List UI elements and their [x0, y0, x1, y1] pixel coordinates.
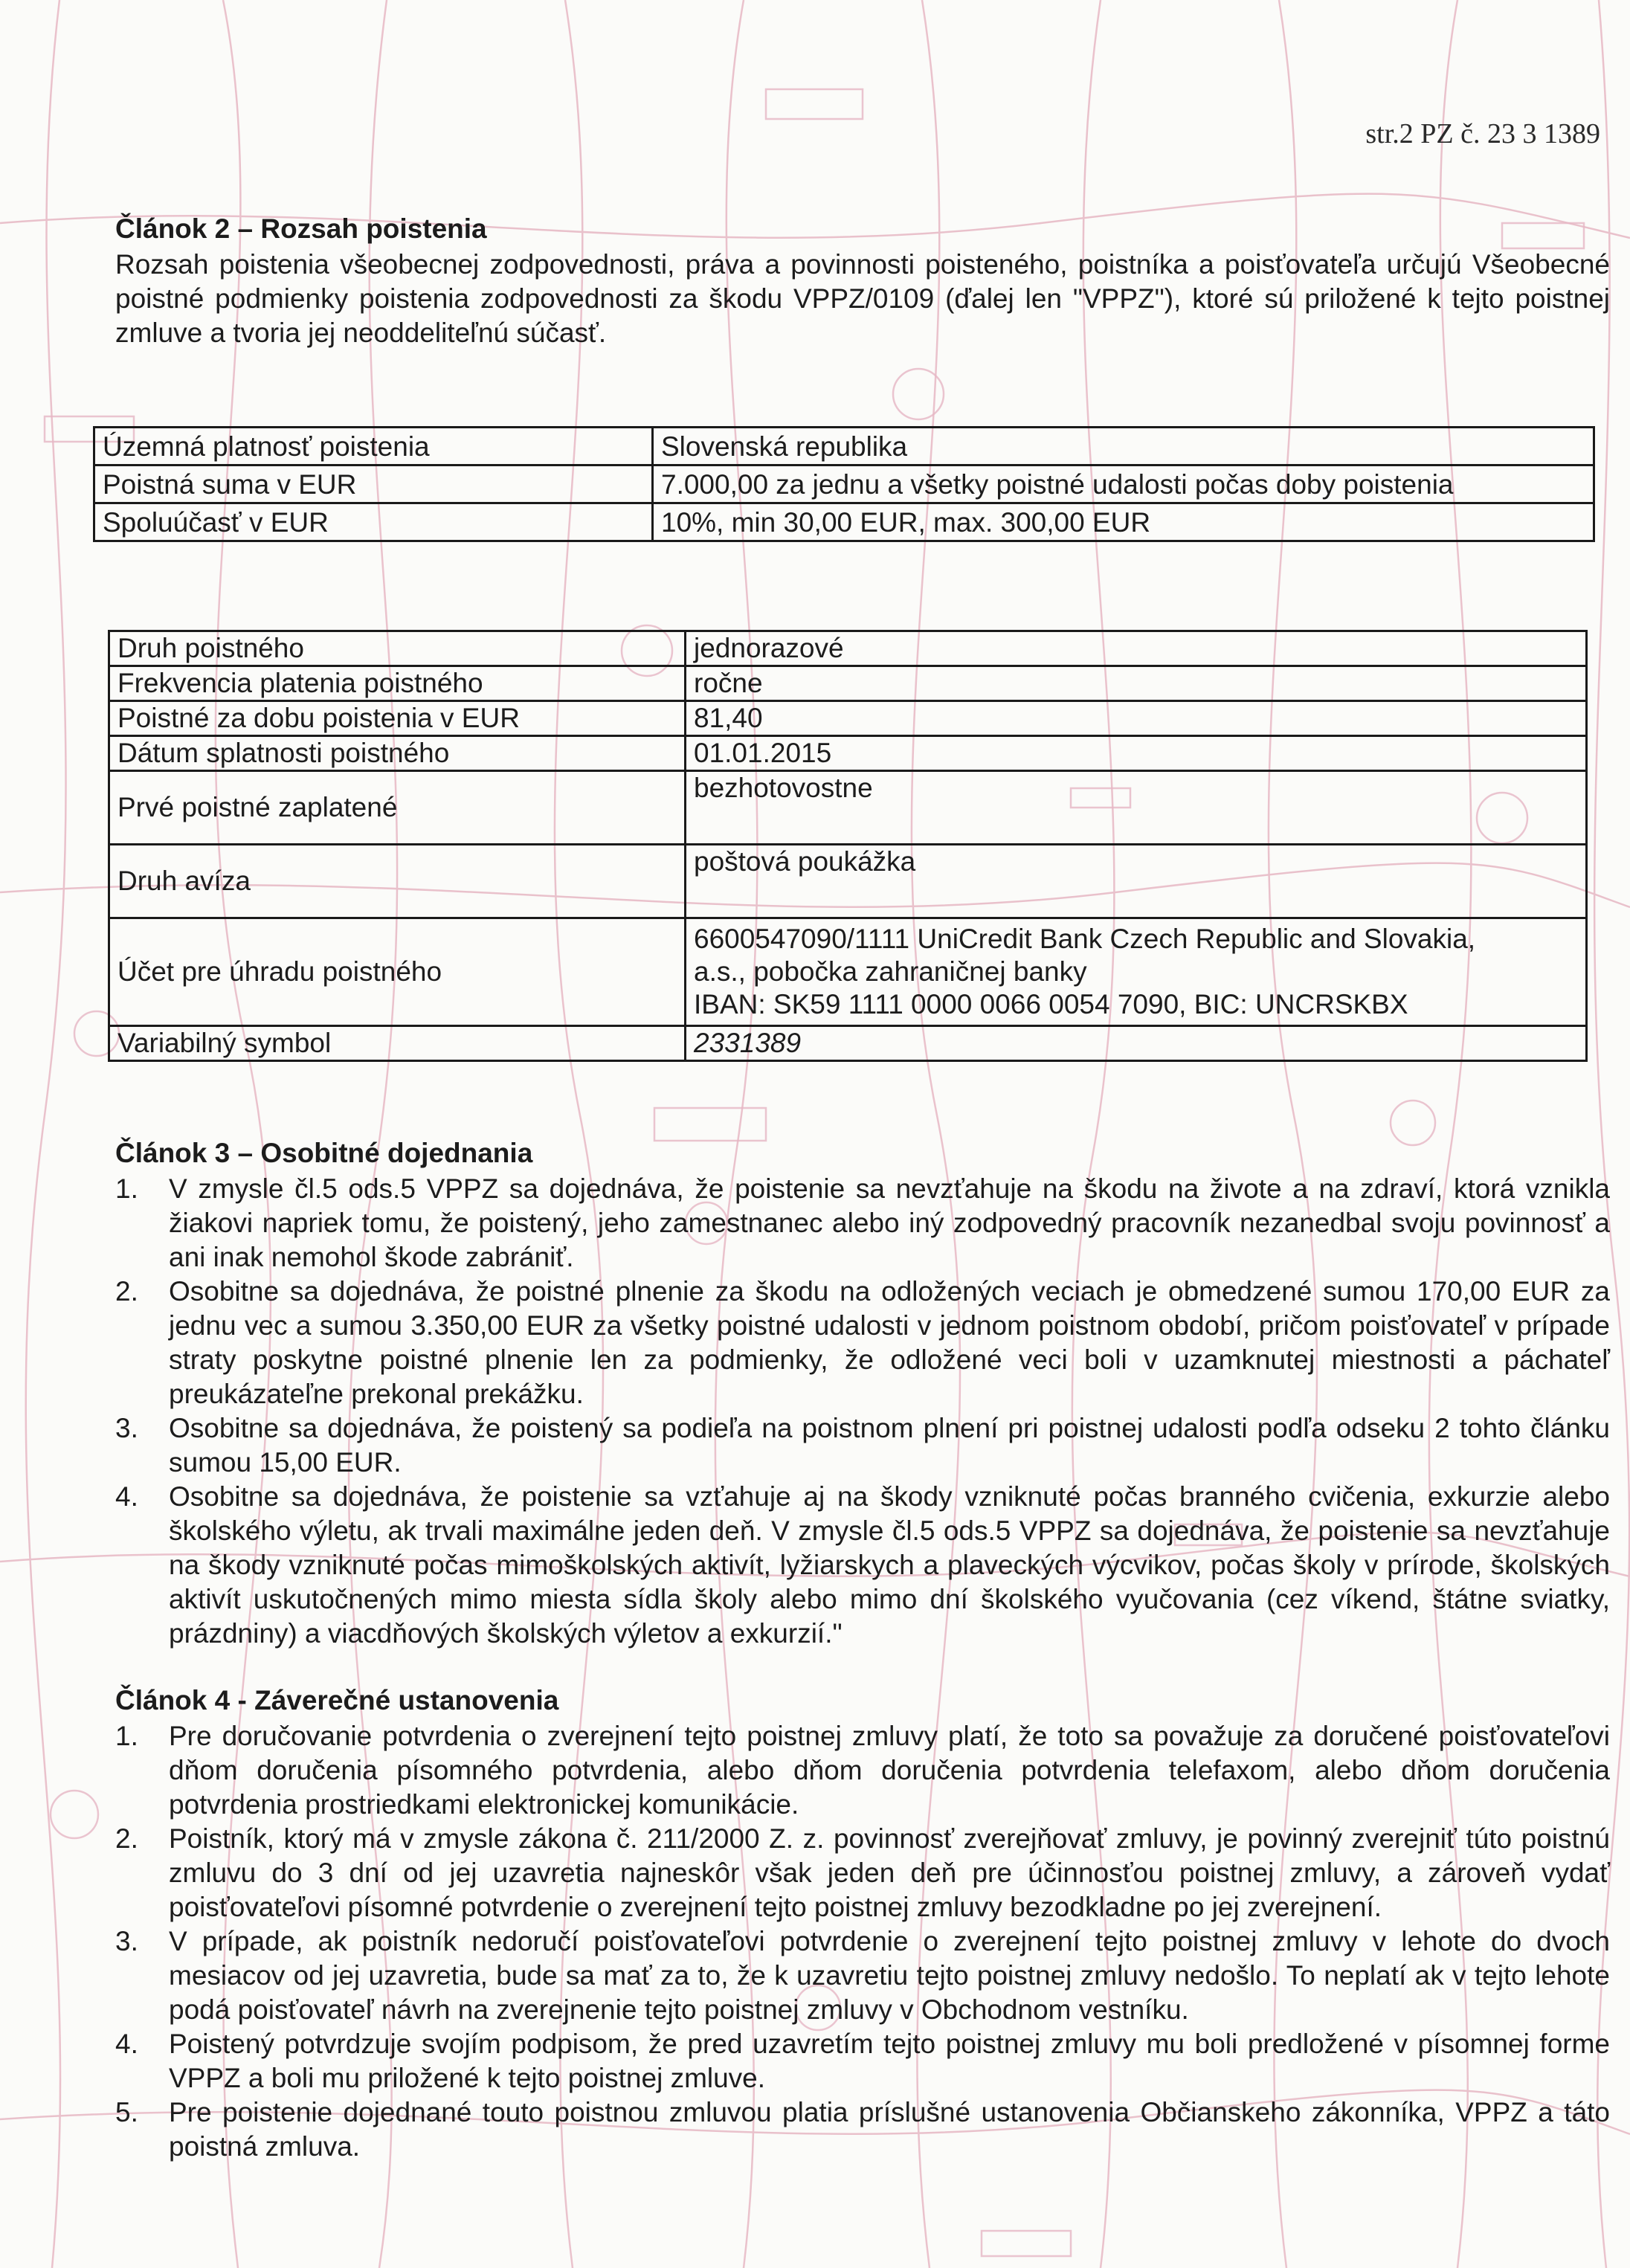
table-cell-value: 10%, min 30,00 EUR, max. 300,00 EUR: [653, 503, 1594, 541]
list-item-text: Pre doručovanie potvrdenia o zverejnení tejto poistnej zmluvy platí, že toto sa považuje za doručené poisťovateľovi dňom doručenia písomného potvrdenia, alebo dňom doručenia potvrdenia telefaxom, alebo dňom doručenia potvrdenia prostriedkami elektronickej komunikácie.: [169, 1721, 1610, 1820]
article-4-list: [115, 1719, 1610, 2164]
table-row: [94, 428, 1594, 465]
list-item-number: 1.: [115, 1173, 138, 1204]
article-3-list: [115, 1172, 1610, 1651]
table-cell-value: [686, 918, 1587, 1026]
table-cell-value: 81,40: [686, 701, 1587, 736]
table-row: [109, 701, 1587, 736]
article-2-text: Rozsah poistenia všeobecnej zodpovednosti, práva a povinnosti poisteného, poistníka a poisťovateľa určujú Všeobecné poistné podmienky poistenia zodpovednosti za škodu VPPZ/0109 (ďalej len "VPPZ"), ktoré sú priložené k tejto poistnej zmluve a tvoria jej neoddeliteľnú súčasť.: [115, 249, 1610, 348]
table-row: [109, 1026, 1587, 1061]
article-2: [115, 212, 1610, 350]
table-row: [94, 503, 1594, 541]
list-item: [115, 1275, 1610, 1411]
table-cell-label: Frekvencia platenia poistného: [109, 666, 686, 701]
list-item-number: 2.: [115, 1276, 138, 1307]
list-item-text: Osobitne sa dojednáva, že poistený sa podieľa na poistnom plnení pri poistnej udalosti podľa odseku 2 tohto článku sumou 15,00 EUR.: [169, 1413, 1610, 1478]
article-2-title: Článok 2 – Rozsah poistenia: [115, 213, 487, 244]
article-3-title: Článok 3 – Osobitné dojednania: [115, 1138, 533, 1168]
table-cell-label: Účet pre úhradu poistného: [109, 918, 686, 1026]
table-row: [109, 918, 1587, 1026]
table-row: [109, 666, 1587, 701]
article-3: [115, 1136, 1610, 1651]
table-cell-value: bezhotovostne: [686, 771, 1587, 845]
iban-line: IBAN: SK59 1111 0000 0066 0054 7090, BIC: UNCRSKBX: [694, 989, 1408, 1019]
list-item-number: 3.: [115, 1926, 138, 1956]
page-number: str.2 PZ č. 23 3 1389: [1365, 118, 1600, 149]
table-row: [94, 465, 1594, 503]
list-item: [115, 1822, 1610, 1924]
list-item: [115, 1924, 1610, 2027]
list-item-number: 2.: [115, 1823, 138, 1854]
account-line: a.s., pobočka zahraničnej banky: [694, 956, 1087, 987]
list-item-number: 4.: [115, 1481, 138, 1512]
list-item-text: V zmysle čl.5 ods.5 VPPZ sa dojednáva, že poistenie sa nevzťahuje na škodu na živote a na zdraví, ktorá vznikla žiakovi napriek tomu, že poistený, jeho zamestnanec alebo iný zodpovedný pracovník nezanedbal svoju povinnosť a ani inak nemohol škode zabrániť.: [169, 1173, 1610, 1272]
table-cell-label: Poistné za dobu poistenia v EUR: [109, 701, 686, 736]
table-row: [109, 771, 1587, 845]
list-item-number: 4.: [115, 2029, 138, 2059]
table-cell-value: Slovenská republika: [653, 428, 1594, 465]
table-row: [109, 736, 1587, 771]
list-item-text: Poistník, ktorý má v zmysle zákona č. 211/2000 Z. z. povinnosť zverejňovať zmluvy, je povinný zverejniť túto poistnú zmluvu do 3 dní od jej uzavretia najneskôr však jeden deň pre účinnosťou poistnej zmluvy, a zároveň vydať poisťovateľovi písomné potvrdenie o zverejnení tejto poistnej zmluvy bezodkladne po jej zverejnení.: [169, 1823, 1610, 1922]
table-cell-value: 2331389: [686, 1026, 1587, 1061]
list-item: [115, 1172, 1610, 1275]
table-cell-label: Územná platnosť poistenia: [94, 428, 653, 465]
table-cell-label: Spoluúčasť v EUR: [94, 503, 653, 541]
list-item-number: 1.: [115, 1721, 138, 1751]
table-row: [109, 845, 1587, 918]
list-item-text: Pre poistenie dojednané touto poistnou zmluvou platia príslušné ustanovenia Občianskeho zákonníka, VPPZ a táto poistná zmluva.: [169, 2097, 1610, 2162]
table-cell-value: poštová poukážka: [686, 845, 1587, 918]
list-item: [115, 2095, 1610, 2164]
table-cell-label: Variabilný symbol: [109, 1026, 686, 1061]
table-cell-value: 7.000,00 za jednu a všetky poistné udalosti počas doby poistenia: [653, 465, 1594, 503]
list-item-text: Poistený potvrdzuje svojím podpisom, že pred uzavretím tejto poistnej zmluvy mu boli predložené v písomnej forme VPPZ a boli mu priložené k tejto poistnej zmluve.: [169, 2029, 1610, 2093]
list-item-text: Osobitne sa dojednáva, že poistné plnenie za škodu na odložených veciach je obmedzené sumou 170,00 EUR za jednu vec a sumou 3.350,00 EUR za všetky poistné udalosti v jednom poistnom období, pričom poisťovateľ v prípade straty poskytne poistné plnenie len za podmienky, že odložené veci boli v uzamknutej miestnosti a páchateľ preukázateľne prekonal prekážku.: [169, 1276, 1610, 1409]
table-cell-value: jednorazové: [686, 631, 1587, 666]
table-cell-label: Druh poistného: [109, 631, 686, 666]
article-4-title: Článok 4 - Záverečné ustanovenia: [115, 1685, 559, 1716]
premium-table: [108, 630, 1588, 1062]
coverage-table: [93, 426, 1595, 542]
list-item: [115, 1480, 1610, 1651]
table-cell-label: Prvé poistné zaplatené: [109, 771, 686, 845]
list-item: [115, 1411, 1610, 1480]
list-item-number: 5.: [115, 2097, 138, 2127]
list-item-number: 3.: [115, 1413, 138, 1443]
list-item: [115, 2027, 1610, 2095]
document-body: [103, 212, 1610, 2164]
table-cell-label: Poistná suma v EUR: [94, 465, 653, 503]
table-cell-value: ročne: [686, 666, 1587, 701]
list-item-text: Osobitne sa dojednáva, že poistenie sa vzťahuje aj na škody vzniknuté počas branného cvičenia, exkurzie alebo školského výletu, ak trvali maximálne jeden deň. V zmysle čl.5 ods.5 VPPZ sa dojednáva, že poistenie sa nevzťahuje na škody vzniknuté počas mimoškolských aktivít, lyžiarskych a plaveckých výcvikov, počas školy v prírode, školských aktivít uskutočnených mimo miesta sídla školy alebo mimo dní školského vyučovania (cez víkend, štátne sviatky, prázdniny) a viacdňových školských výletov a exkurzií.": [169, 1481, 1610, 1649]
table-row: [109, 631, 1587, 666]
table-cell-label: Dátum splatnosti poistného: [109, 736, 686, 771]
table-cell-value: 01.01.2015: [686, 736, 1587, 771]
list-item: [115, 1719, 1610, 1822]
list-item-text: V prípade, ak poistník nedoručí poisťovateľovi potvrdenie o zverejnení tejto poistnej zmluvy v lehote do dvoch mesiacov od jej uzavretia, bude sa mať za to, že k uzavretiu tejto poistnej zmluvy nedošlo. To neplatí ak v tejto lehote podá poisťovateľ návrh na zverejnenie tejto poistnej zmluvy v Obchodnom vestníku.: [169, 1926, 1610, 2025]
account-line: 6600547090/1111 UniCredit Bank Czech Republic and Slovakia,: [694, 924, 1476, 954]
table-cell-label: Druh avíza: [109, 845, 686, 918]
article-4: [115, 1684, 1610, 2164]
